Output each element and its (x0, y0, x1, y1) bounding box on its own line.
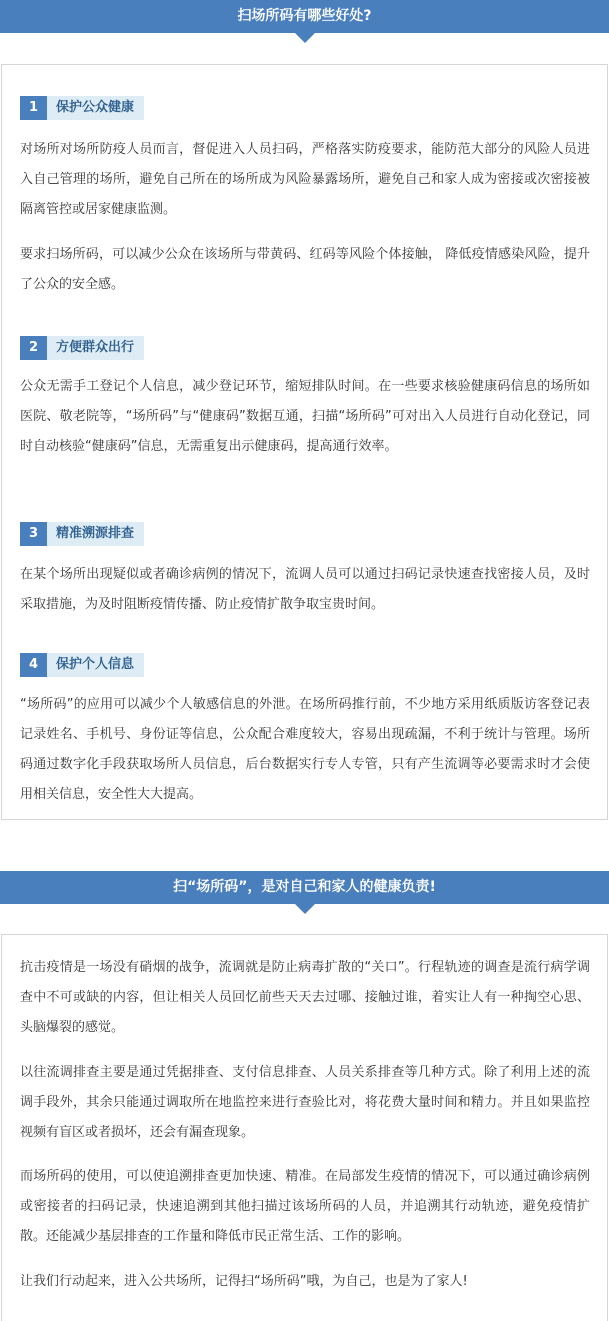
section-title: 精准溯源排查 (47, 522, 144, 546)
banner-title: 扫“场所码”，是对自己和家人的健康负责! (173, 879, 436, 895)
section-number: 1 (20, 96, 47, 120)
section-heading-4 (20, 653, 144, 677)
section-number: 2 (20, 336, 47, 360)
header-banner (0, 0, 609, 33)
paragraph: 对场所对场所防疫人员而言，督促进入人员扫码，严格落实防疫要求，能防范大部分的风险人员进入自己管理的场所，避免自己所在的场所成为风险暴露场所，避免自己和家人成为密接或次密接被隔离管控或居家健康监测。 (20, 142, 590, 217)
section-heading-1 (20, 96, 144, 120)
paragraph: 而场所码的使用，可以使追溯排查更加快速、精准。在局部发生疫情的情况下，可以通过确诊病例或密接者的扫码记录，快速追溯到其他扫描过该场所码的人员，并追溯其行动轨迹，避免疫情扩散。还能减少基层排查的工作量和降低市民正常生活、工作的影响。 (20, 1169, 590, 1244)
section-heading-2 (20, 336, 144, 360)
paragraph: 要求扫场所码，可以减少公众在该场所与带黄码、红码等风险个体接触， 降低疫情感染风险，提升了公众的安全感。 (20, 247, 590, 292)
banner-notch (295, 33, 315, 43)
section-title: 保护个人信息 (47, 653, 144, 677)
section-heading-3 (20, 522, 144, 546)
paragraph: 在某个场所出现疑似或者确诊病例的情况下，流调人员可以通过扫码记录快速查找密接人员，及时采取措施，为及时阻断疫情传播、防止疫情扩散争取宝贵时间。 (20, 567, 590, 612)
section-title: 方便群众出行 (47, 336, 144, 360)
paragraph: 抗击疫情是一场没有硝烟的战争，流调就是防止病毒扩散的“关口”。行程轨迹的调查是流行病学调查中不可或缺的内容，但让相关人员回忆前些天天去过哪、接触过谁，着实让人有一种掏空心思、头脑爆裂的感觉。 (20, 960, 590, 1035)
section-number: 3 (20, 522, 47, 546)
paragraph: 让我们行动起来，进入公共场所，记得扫“场所码”哦，为自己，也是为了家人! (20, 1274, 468, 1289)
banner-notch (295, 904, 315, 914)
footer-banner (0, 871, 609, 904)
paragraph: “场所码”的应用可以减少个人敏感信息的外泄。在场所码推行前，不少地方采用纸质版访客登记表记录姓名、手机号、身份证等信息，公众配合难度较大，容易出现疏漏，不利于统计与管理。场所码通过数字化手段获取场所人员信息，后台数据实行专人专管，只有产生流调等必要需求时才会使用相关信息，安全性大大提高。 (20, 697, 590, 802)
section-title: 保护公众健康 (47, 96, 144, 120)
section-number: 4 (20, 653, 47, 677)
paragraph: 以往流调排查主要是通过凭据排查、支付信息排查、人员关系排查等几种方式。除了利用上述的流调手段外，其余只能通过调取所在地监控来进行查验比对，将花费大量时间和精力。并且如果监控视频有盲区或者损坏，还会有漏查现象。 (20, 1065, 590, 1140)
banner-title: 扫场所码有哪些好处? (237, 8, 372, 24)
paragraph: 公众无需手工登记个人信息，减少登记环节，缩短排队时间。在一些要求核验健康码信息的场所如医院、敬老院等，“场所码”与“健康码”数据互通，扫描“场所码”可对出入人员进行自动化登记，同时自动核验“健康码”信息，无需重复出示健康码，提高通行效率。 (20, 379, 590, 454)
